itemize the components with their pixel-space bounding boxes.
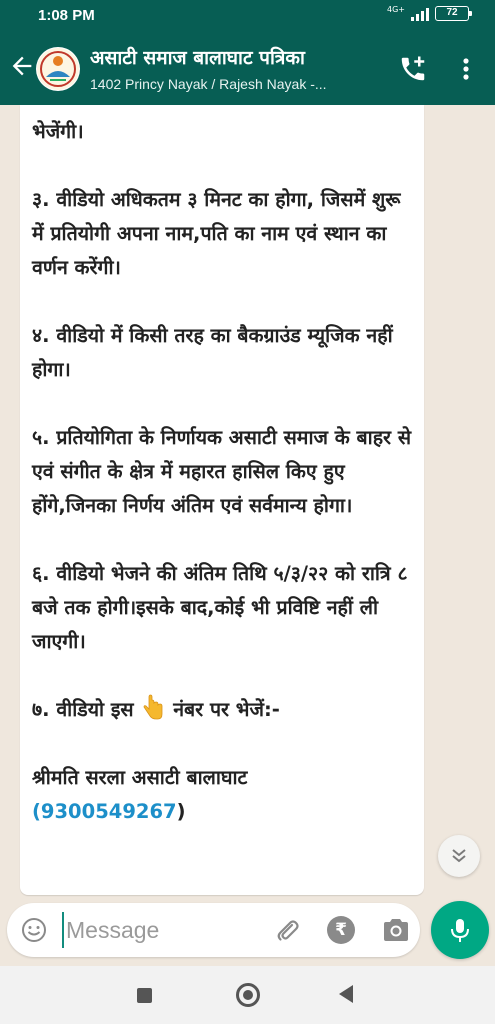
- battery-icon: [435, 6, 469, 21]
- item7-text-start: ७. वीडियो इस: [32, 698, 134, 721]
- recents-square-icon[interactable]: [137, 988, 152, 1003]
- message-paragraph: ३. वीडियो अधिकतम ३ मिनट का होगा, जिसमें शुरू में प्रतियोगी अपना नाम,पति का नाम एवं स्थान का वर्णन करेंगी।: [32, 188, 401, 279]
- message-paragraph: भेजेंगी।: [32, 120, 84, 143]
- back-triangle-icon[interactable]: [339, 985, 353, 1003]
- message-paragraph: ५. प्रतियोगिता के निर्णायक असाटी समाज के बाहर से एवं संगीत के क्षेत्र में महारत हासिल किए हुए होंगे,जिनका निर्णय अंतिम एवं सर्वमान्य होगा।: [32, 426, 412, 517]
- home-circle-icon[interactable]: [236, 983, 260, 1007]
- message-input[interactable]: [62, 912, 262, 948]
- system-icons: [387, 6, 469, 21]
- message-paragraph-item7: [32, 693, 412, 727]
- group-avatar[interactable]: [36, 47, 80, 91]
- status-time: 1:08 PM: [38, 7, 95, 24]
- battery-level: 72: [446, 7, 458, 18]
- phone-open-paren: (: [32, 800, 41, 823]
- message-bubble[interactable]: [20, 105, 424, 895]
- add-call-icon[interactable]: [398, 54, 428, 84]
- signal-icon: [411, 7, 429, 21]
- camera-icon[interactable]: [381, 917, 411, 943]
- status-bar: [0, 0, 495, 32]
- emoji-icon[interactable]: [21, 917, 47, 943]
- contact-name: श्रीमति सरला असाटी बालाघाट: [32, 766, 248, 789]
- network-type: 4G+: [387, 4, 405, 14]
- contact-block: [32, 761, 412, 829]
- system-nav-bar: [0, 966, 495, 1024]
- group-logo-icon: [36, 47, 80, 91]
- top-bar: [0, 0, 495, 105]
- message-composer: [7, 903, 420, 957]
- phone-number-link[interactable]: 9300549267: [40, 800, 177, 823]
- arrow-left-icon[interactable]: [8, 52, 36, 80]
- message-paragraph: ४. वीडियो में किसी तरह का बैकग्राउंड म्यूजिक नहीं होगा।: [32, 324, 393, 381]
- rupee-icon[interactable]: ₹: [327, 916, 355, 944]
- chat-app-bar: [0, 34, 495, 105]
- item7-text-end: नंबर पर भेजें:-: [173, 698, 280, 721]
- scroll-to-bottom-button[interactable]: [438, 835, 480, 877]
- phone-close-paren: ): [176, 800, 186, 823]
- mic-icon: [448, 917, 472, 943]
- more-vertical-icon[interactable]: [456, 54, 476, 84]
- contact-phone-line: [32, 795, 412, 829]
- message-paragraph: ६. वीडियो भेजने की अंतिम तिथि ५/३/२२ को रात्रि ८ बजे तक होगी।इसके बाद,कोई भी प्रविष्टि नहीं ली जाएगी।: [32, 562, 408, 653]
- voice-record-button[interactable]: [431, 901, 489, 959]
- paperclip-icon[interactable]: [273, 916, 301, 944]
- pointing-down-emoji-icon: [140, 694, 166, 720]
- chat-area[interactable]: [0, 105, 495, 900]
- double-chevron-down-icon: [449, 846, 469, 866]
- chat-participants[interactable]: 1402 Princy Nayak / Rajesh Nayak -...: [90, 76, 327, 92]
- chat-title[interactable]: असाटी समाज बालाघाट पत्रिका: [90, 47, 305, 69]
